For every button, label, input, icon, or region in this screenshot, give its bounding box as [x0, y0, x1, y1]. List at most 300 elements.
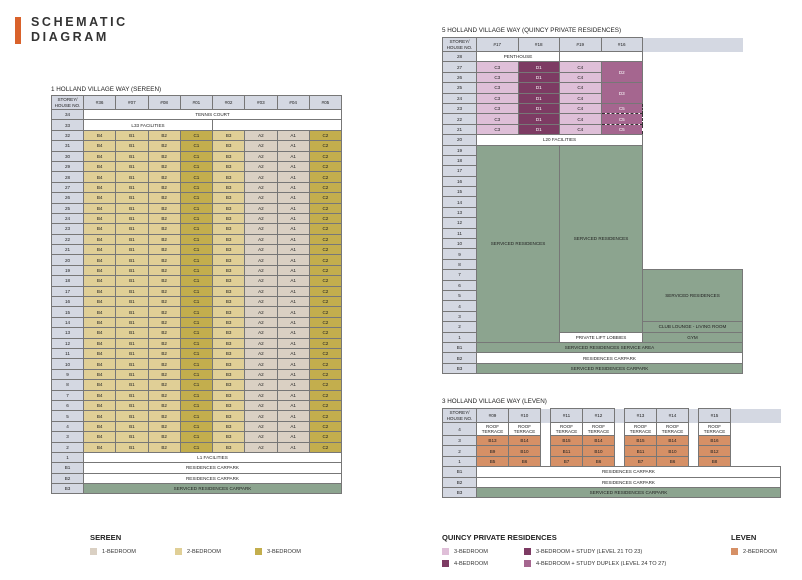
unit-cell: A2 — [245, 411, 277, 421]
legend-sereen-3bedroom — [255, 548, 301, 555]
unit-cell: B2 — [148, 297, 180, 307]
house-number-header: #08 — [148, 96, 180, 110]
table-row — [52, 234, 342, 244]
unit-cell: B3 — [213, 421, 245, 431]
unit-cell: B1 — [116, 276, 148, 286]
facility-label: SERVICED RESIDENCES CARPARK — [84, 484, 342, 494]
storey-label: B1 — [443, 342, 477, 352]
table-row — [443, 124, 743, 134]
unit-cell: C3 — [477, 93, 519, 103]
storey-label: 20 — [443, 135, 477, 145]
table-row — [52, 442, 342, 452]
blank — [643, 103, 743, 113]
penthouse-label: PENTHOUSE — [477, 52, 560, 62]
unit-cell: C1 — [180, 359, 212, 369]
unit-cell: B4 — [84, 245, 116, 255]
table-row — [443, 342, 743, 352]
sereen-schematic-table — [51, 95, 342, 494]
legend-swatch — [524, 548, 531, 555]
house-number-header: #11 — [551, 409, 583, 423]
unit-cell: A2 — [245, 317, 277, 327]
unit-cell: C1 — [180, 328, 212, 338]
gym-label: GYM — [643, 332, 743, 342]
blank — [643, 52, 743, 62]
legend-swatch — [175, 548, 182, 555]
storey-label: 18 — [443, 155, 477, 165]
unit-cell: B1 — [116, 359, 148, 369]
unit-cell-duplex: D2 — [601, 62, 643, 83]
table-row — [443, 93, 743, 103]
legend-label: 4-BEDROOM — [454, 560, 488, 567]
unit-cell: C1 — [180, 182, 212, 192]
gap — [731, 456, 781, 466]
storey-label: 27 — [52, 182, 84, 192]
storey-label: 7 — [443, 270, 477, 280]
unit-cell: C4 — [560, 114, 602, 124]
unit-cell: B2 — [148, 193, 180, 203]
storey-label: 20 — [52, 255, 84, 265]
gap — [615, 456, 625, 466]
unit-cell: B2 — [148, 442, 180, 452]
unit-cell: B2 — [148, 203, 180, 213]
unit-cell: B3 — [213, 265, 245, 275]
unit-cell: C2 — [309, 182, 341, 192]
legend-quincy-3bedroom — [442, 548, 488, 555]
storey-label: 3 — [52, 432, 84, 442]
house-number-header: #36 — [84, 96, 116, 110]
leven-schematic-table — [442, 408, 781, 498]
unit-cell: B1 — [116, 234, 148, 244]
unit-cell: A1 — [277, 390, 309, 400]
penthouse-empty — [560, 52, 643, 62]
unit-cell: B4 — [84, 182, 116, 192]
unit-cell: C2 — [309, 224, 341, 234]
unit-cell: B4 — [84, 286, 116, 296]
table-row — [52, 432, 342, 442]
gap — [541, 409, 551, 423]
storey-label: 9 — [443, 249, 477, 259]
unit-cell: B1 — [116, 172, 148, 182]
unit-cell: C1 — [180, 317, 212, 327]
unit-cell-duplex: D3 — [601, 83, 643, 104]
table-row — [52, 317, 342, 327]
unit-cell: A1 — [277, 380, 309, 390]
storey-label: 8 — [443, 259, 477, 269]
gap — [689, 423, 699, 436]
unit-cell: C1 — [180, 338, 212, 348]
storey-label: 1 — [52, 452, 84, 462]
facility-label: RESIDENCES CARPARK — [84, 463, 342, 473]
unit-cell: B3 — [213, 224, 245, 234]
unit-cell: D1 — [518, 72, 560, 82]
storey-label: 7 — [52, 390, 84, 400]
unit-cell: A2 — [245, 161, 277, 171]
unit-cell: B4 — [84, 338, 116, 348]
unit-cell: A1 — [277, 307, 309, 317]
storey-label: 3 — [443, 436, 477, 446]
storey-label: 2 — [443, 322, 477, 332]
unit-cell: B1 — [116, 297, 148, 307]
roof-terrace: ROOF TERRACE — [477, 423, 509, 436]
storey-label: 26 — [443, 72, 477, 82]
unit-cell: B4 — [84, 161, 116, 171]
storey-label: 4 — [52, 421, 84, 431]
table-row — [52, 390, 342, 400]
unit-cell: B11 — [625, 446, 657, 456]
house-number-header: #19 — [560, 38, 602, 52]
house-number-header: #02 — [213, 96, 245, 110]
table-row — [443, 363, 743, 373]
unit-cell: B14 — [509, 436, 541, 446]
unit-cell: A2 — [245, 213, 277, 223]
table-row — [52, 182, 342, 192]
unit-cell: A2 — [245, 203, 277, 213]
unit-cell: C4 — [560, 93, 602, 103]
unit-cell: B1 — [116, 380, 148, 390]
unit-cell: B7 — [625, 456, 657, 466]
storey-label: 3 — [443, 311, 477, 321]
unit-cell: B3 — [213, 411, 245, 421]
unit-cell: C2 — [309, 203, 341, 213]
unit-cell: B2 — [148, 380, 180, 390]
storey-label: 5 — [443, 290, 477, 300]
gap — [615, 423, 625, 436]
storey-label: 28 — [52, 172, 84, 182]
unit-cell: C1 — [180, 213, 212, 223]
unit-cell: B4 — [84, 380, 116, 390]
legend-label: 3-BEDROOM + STUDY (LEVEL 21 TO 23) — [536, 548, 643, 555]
lift-lobby-label: PRIVATE LIFT LOBBIES — [560, 332, 643, 342]
roof-terrace: ROOF TERRACE — [509, 423, 541, 436]
storey-label: 21 — [52, 245, 84, 255]
storey-label: 15 — [52, 307, 84, 317]
unit-cell: A2 — [245, 286, 277, 296]
storey-label: 10 — [52, 359, 84, 369]
storey-label: 4 — [443, 423, 477, 436]
unit-cell: B2 — [148, 411, 180, 421]
unit-cell: B5 — [477, 456, 509, 466]
unit-cell: B4 — [84, 400, 116, 410]
table-row — [52, 359, 342, 369]
unit-cell: B1 — [116, 182, 148, 192]
unit-cell: B2 — [148, 265, 180, 275]
unit-cell: D1 — [518, 93, 560, 103]
unit-cell: C4 — [560, 83, 602, 93]
unit-cell: B4 — [84, 151, 116, 161]
unit-cell: B15 — [625, 436, 657, 446]
unit-cell: C2 — [309, 317, 341, 327]
storey-label: B3 — [443, 487, 477, 497]
unit-cell-study: C5 — [601, 114, 643, 124]
unit-cell: B3 — [213, 317, 245, 327]
heading-accent-bar — [15, 17, 21, 44]
unit-cell: B1 — [116, 421, 148, 431]
table-row — [52, 463, 342, 473]
unit-cell: C4 — [560, 72, 602, 82]
unit-cell: B3 — [213, 297, 245, 307]
unit-cell-study: C5 — [601, 103, 643, 113]
unit-cell: C2 — [309, 265, 341, 275]
unit-cell: B4 — [84, 224, 116, 234]
unit-cell: D1 — [518, 62, 560, 72]
facility-label: L33 FACILITIES — [84, 120, 213, 130]
unit-cell: B11 — [551, 446, 583, 456]
unit-cell: C1 — [180, 380, 212, 390]
legend-swatch — [90, 548, 97, 555]
unit-cell: B3 — [213, 182, 245, 192]
house-number-header: #09 — [477, 409, 509, 423]
unit-cell: B3 — [213, 161, 245, 171]
unit-cell: A1 — [277, 141, 309, 151]
unit-cell: A2 — [245, 182, 277, 192]
unit-cell: C1 — [180, 297, 212, 307]
unit-cell: B2 — [148, 151, 180, 161]
unit-cell: C1 — [180, 193, 212, 203]
blank — [643, 93, 743, 103]
blank — [643, 135, 743, 145]
unit-cell: B10 — [657, 446, 689, 456]
house-number-header: #05 — [309, 96, 341, 110]
table-row — [52, 151, 342, 161]
gap — [615, 409, 625, 423]
table-row — [52, 411, 342, 421]
house-number-header: #15 — [699, 409, 731, 423]
unit-cell: C1 — [180, 151, 212, 161]
unit-cell: B4 — [84, 328, 116, 338]
legend-swatch — [442, 548, 449, 555]
storey-label: 32 — [52, 130, 84, 140]
unit-cell: A2 — [245, 307, 277, 317]
table-row — [443, 114, 743, 124]
table-row — [443, 446, 781, 456]
unit-cell: A2 — [245, 390, 277, 400]
blank — [643, 72, 743, 82]
storey-label: 16 — [52, 297, 84, 307]
unit-cell: A1 — [277, 369, 309, 379]
club-lounge: CLUB LOUNGE - LIVING ROOM — [643, 322, 743, 332]
house-number-header: #01 — [180, 96, 212, 110]
unit-cell: A1 — [277, 432, 309, 442]
unit-cell: A1 — [277, 245, 309, 255]
unit-cell: A1 — [277, 234, 309, 244]
unit-cell: A1 — [277, 265, 309, 275]
gap — [541, 446, 551, 456]
gap — [689, 446, 699, 456]
unit-cell: A1 — [277, 328, 309, 338]
unit-cell: B1 — [116, 348, 148, 358]
storey-label: 12 — [443, 218, 477, 228]
unit-cell: B4 — [84, 203, 116, 213]
unit-cell: C1 — [180, 400, 212, 410]
basement-label: SERVICED RESIDENCES SERVICE AREA — [477, 342, 743, 352]
unit-cell: A2 — [245, 255, 277, 265]
unit-cell: B4 — [84, 390, 116, 400]
house-number-header: #16 — [601, 38, 643, 52]
house-number-header: #18 — [518, 38, 560, 52]
unit-cell-study: C5 — [601, 124, 643, 134]
storey-label: 18 — [52, 276, 84, 286]
storey-label: 11 — [52, 348, 84, 358]
table-row — [52, 348, 342, 358]
table-row — [443, 477, 781, 487]
unit-cell: B2 — [148, 255, 180, 265]
roof-terrace: ROOF TERRACE — [583, 423, 615, 436]
storey-label: 19 — [443, 145, 477, 155]
unit-cell: A1 — [277, 348, 309, 358]
table-row — [443, 62, 743, 72]
unit-cell: B3 — [213, 380, 245, 390]
serviced-residences-block: SERVICED RESIDENCES — [560, 145, 643, 332]
storey-label: 25 — [443, 83, 477, 93]
storey-label: 10 — [443, 239, 477, 249]
storey-label: 2 — [52, 442, 84, 452]
unit-cell: D1 — [518, 83, 560, 93]
table-row — [52, 473, 342, 483]
unit-cell: B3 — [213, 276, 245, 286]
storey-header: STOREY/ HOUSE NO. — [443, 409, 477, 423]
blank — [643, 83, 743, 93]
unit-cell: A1 — [277, 317, 309, 327]
unit-cell: A1 — [277, 151, 309, 161]
unit-cell: B6 — [583, 456, 615, 466]
unit-cell: B2 — [148, 286, 180, 296]
unit-cell: B3 — [213, 328, 245, 338]
unit-cell: A2 — [245, 421, 277, 431]
unit-cell: B3 — [213, 151, 245, 161]
legend-swatch — [255, 548, 262, 555]
unit-cell: A1 — [277, 338, 309, 348]
unit-cell: B1 — [116, 328, 148, 338]
unit-cell: B3 — [213, 432, 245, 442]
unit-cell: D1 — [518, 114, 560, 124]
unit-cell: B4 — [84, 411, 116, 421]
unit-cell: A2 — [245, 141, 277, 151]
unit-cell: A1 — [277, 130, 309, 140]
roof-terrace: ROOF TERRACE — [699, 423, 731, 436]
basement-label: RESIDENCES CARPARK — [477, 477, 781, 487]
table-row — [52, 213, 342, 223]
table-row — [52, 276, 342, 286]
table-row — [443, 456, 781, 466]
unit-cell: C3 — [477, 62, 519, 72]
table-row — [52, 421, 342, 431]
legend-swatch — [524, 560, 531, 567]
unit-cell: B15 — [551, 436, 583, 446]
unit-cell: A2 — [245, 234, 277, 244]
unit-cell: B3 — [213, 203, 245, 213]
unit-cell: B1 — [116, 369, 148, 379]
unit-cell: C2 — [309, 297, 341, 307]
unit-cell: C4 — [560, 124, 602, 134]
unit-cell: B1 — [116, 400, 148, 410]
storey-label: 30 — [52, 151, 84, 161]
unit-cell: C2 — [309, 161, 341, 171]
unit-cell: A2 — [245, 172, 277, 182]
unit-cell: B2 — [148, 172, 180, 182]
unit-cell: A1 — [277, 276, 309, 286]
unit-cell: C1 — [180, 141, 212, 151]
storey-label: B1 — [52, 463, 84, 473]
leven-caption: 3 HOLLAND VILLAGE WAY (LEVEN) — [442, 398, 547, 405]
table-row — [52, 130, 342, 140]
unit-cell: C1 — [180, 265, 212, 275]
table-row — [443, 409, 781, 423]
serviced-residences-block: SERVICED RESIDENCES — [477, 145, 560, 342]
unit-cell: B3 — [213, 286, 245, 296]
table-row — [443, 487, 781, 497]
unit-cell: A1 — [277, 203, 309, 213]
unit-cell: A2 — [245, 265, 277, 275]
legend-label: 2-BEDROOM — [187, 548, 221, 555]
legend-swatch — [442, 560, 449, 567]
serviced-residences-block: SERVICED RESIDENCES — [643, 270, 743, 322]
roof-terrace: ROOF TERRACE — [551, 423, 583, 436]
unit-cell: D1 — [518, 103, 560, 113]
storey-label: 24 — [443, 93, 477, 103]
gap — [689, 409, 699, 423]
storey-label: 22 — [52, 234, 84, 244]
unit-cell: A1 — [277, 400, 309, 410]
unit-cell: B13 — [477, 436, 509, 446]
storey-label: 31 — [52, 141, 84, 151]
roof-terrace: ROOF TERRACE — [657, 423, 689, 436]
page-title — [31, 15, 128, 45]
storey-label: 17 — [52, 286, 84, 296]
storey-label: 11 — [443, 228, 477, 238]
unit-cell: B6 — [509, 456, 541, 466]
unit-cell: A2 — [245, 224, 277, 234]
gap — [541, 436, 551, 446]
unit-cell: B2 — [148, 432, 180, 442]
storey-label: 1 — [443, 456, 477, 466]
unit-cell: A2 — [245, 276, 277, 286]
basement-label: SERVICED RESIDENCES CARPARK — [477, 363, 743, 373]
unit-cell: C2 — [309, 359, 341, 369]
unit-cell: C2 — [309, 390, 341, 400]
storey-label: 14 — [443, 197, 477, 207]
unit-cell: B3 — [213, 348, 245, 358]
unit-cell: B2 — [148, 213, 180, 223]
unit-cell: B1 — [116, 317, 148, 327]
unit-cell: C1 — [180, 307, 212, 317]
unit-cell: A2 — [245, 359, 277, 369]
unit-cell: B1 — [116, 265, 148, 275]
storey-label: B2 — [443, 477, 477, 487]
table-row — [52, 161, 342, 171]
legend-sereen-2bedroom — [175, 548, 221, 555]
storey-label: 19 — [52, 265, 84, 275]
table-row — [443, 467, 781, 477]
unit-cell: B4 — [84, 234, 116, 244]
gap — [731, 423, 781, 436]
unit-cell: B10 — [509, 446, 541, 456]
unit-cell: A2 — [245, 245, 277, 255]
unit-cell: B3 — [213, 234, 245, 244]
house-number-header: #07 — [116, 96, 148, 110]
unit-cell: C2 — [309, 411, 341, 421]
unit-cell: B2 — [148, 369, 180, 379]
legend-label: 3-BEDROOM — [267, 548, 301, 555]
unit-cell: B2 — [148, 328, 180, 338]
storey-label: 27 — [443, 62, 477, 72]
storey-label: B1 — [443, 467, 477, 477]
table-row — [443, 103, 743, 113]
unit-cell: C2 — [309, 193, 341, 203]
legend-leven-2bedroom — [731, 548, 777, 555]
storey-label: 8 — [52, 380, 84, 390]
legend-sereen-title: SEREEN — [90, 533, 122, 542]
storey-label: 13 — [52, 328, 84, 338]
